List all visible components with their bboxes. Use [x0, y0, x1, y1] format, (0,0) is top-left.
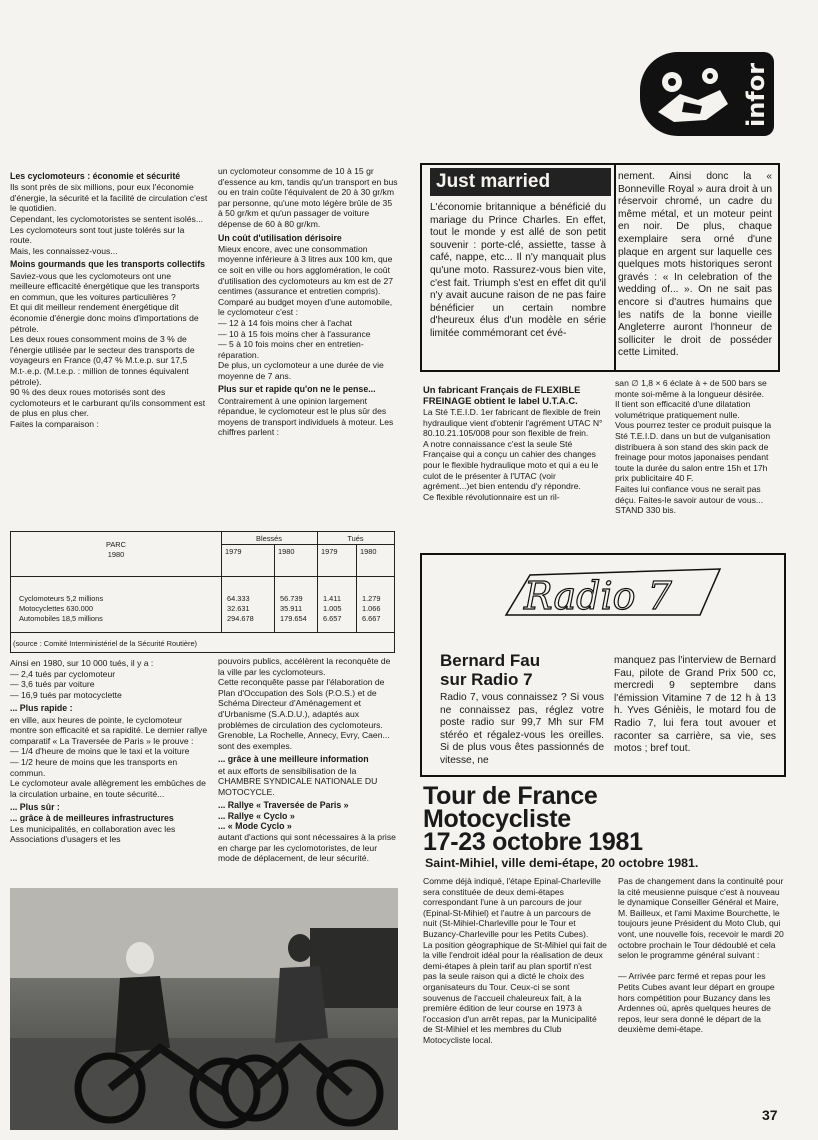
section-heading: ... Plus sûr : ... grâce à de meilleures infrastructures	[10, 802, 174, 823]
paragraph: Mieux encore, avec une consommation moyenne inférieure à 3 litres aux 100 km, que ce soit en ville ou hors agglomération, le coût d'utilisation des cyclomoteurs au km est de 27 centimes (assurance et entretien compris). Comparé au budget moyen d'une automobile, le cyclomoteur c'est : — 12 à 14 fois moins cher à l'achat — 10 à 15 fois moins cher à l'assurance — 5 à 10 fois moins cher en entretien-réparation. De plus, un cyclomoteur a une durée de vie moyenne de 7 ans.	[218, 243, 394, 381]
table-year: 1980	[278, 547, 295, 556]
table-header-parc: PARC	[106, 540, 126, 549]
just-married-text-2: nement. Ainsi donc la « Bonneville Royal » aura droit à un réservoir chromé, un cadre du même métal, et un moteur peint en noir. De plus, chaque exemplaire sera orné d'une plaque en argent sur laquelle ces quelques mots historiques seront gravés : « In celebration of the wedding of... ». On ne sait pas encore si d'autres humains que les natifs de la bonne vieille Angleterre auront l'honneur de solliciter le droit de posséder cette Limited.	[618, 171, 772, 359]
table-row-label: Automobiles 18,5 millions	[19, 614, 103, 623]
article-headline: Les cyclomoteurs : économie et sécurité	[10, 171, 181, 181]
table-cell: 1.005	[323, 604, 342, 613]
paragraph: Contrairement à une opinion largement répandue, le cyclomoteur est le plus sûr des moyens de transport individuels à moteur. Les chiffres parlent :	[218, 395, 394, 438]
section-heading: Plus sur et rapide qu'on ne le pense...	[218, 384, 376, 395]
paragraph: un cyclomoteur consomme de 10 à 15 gr d'essence au km, tandis qu'un transport en bus ou en train coûte l'équivalent de 20 à 30 gr/km par personne, qu'une moto légère brûle de 35 à 50 gr/km et qu'un passager de voiture dépense de 60 à 80 gr/km.	[218, 166, 398, 229]
table-year: 1979	[225, 547, 242, 556]
radio7-logo-text: Radio 7	[524, 574, 672, 618]
radio7-text-2: manquez pas l'interview de Bernard Fau, pilote de Grand Prix 500 cc, mercredi 9 septembre dans l'émission Vitamine 7 de 12 h à 13 h. Yves Génièis, le motard fou de Radio 7, lui fera tout avouer et raconter sa carrière, sa vie, ses motos ; bref tout.	[614, 655, 776, 755]
table-cell: 1.279	[362, 594, 381, 603]
table-year: 1979	[321, 547, 338, 556]
table-cell: 1.411	[323, 594, 341, 603]
paragraph: Saviez-vous que les cyclomoteurs ont une meilleure efficacité énergétique que les transports en commun, que les voitures particulières ? Et qui dit meilleur rendement énergétique dit économie d'énergie donc moins d'importations de pétrole. Les deux roues consomment moins de 3 % de l'énergie utilisée par le secteur des transports de voyageurs en France (0,47 % M.t.e.p. sur 17,5 M.t-.e.p. (M.t.e.p. : million de tonnes équivalent pétrole). 90 % des deux roues motorisés sont des cyclomoteurs et le carburant qu'ils consomment est de plus en plus cher. Faites la comparaison :	[10, 270, 206, 429]
paragraph: La Sté T.E.I.D. 1er fabricant de flexible de frein hydraulique vient d'obtenir l'agrément UTAC N° 80.10.21.105/008 pour son flexible de frein. A notre connaissance c'est la seule Sté Française qui a conçu un cahier des changes pour le flexible hydraulique moto et qui a eu le culot de le présenter à l'UTAC (voir agrément...)et bien entendu d'y répondre. Ce flexible révolutionnaire est un ril-	[423, 407, 603, 502]
just-married-box	[420, 163, 616, 372]
paragraph: pouvoirs publics, accélèrent la reconquête de la ville par les cyclomoteurs. Cette reconquête passe par l'élaboration de Plan d'Occupation des Sols (P.O.S.) et de Schéma Directeur d'Aménagement et d'Urbanisme (S.A.D.U.), adaptés aux problèmes de circulation des cyclomoteurs. Grenoble, La Rochelle, Annecy, Evry, Caen... sont des exemples.	[218, 656, 391, 751]
table-cell: 56.739	[280, 594, 303, 603]
tour-de-france-title: Tour de France Motocycliste 17-23 octobre 1981	[423, 782, 643, 856]
tour-de-france-subtitle: Saint-Mihiel, ville demi-étape, 20 octobre 1981.	[425, 856, 699, 870]
table-source: (source : Comité Interministériel de la Sécurité Routière)	[13, 639, 198, 648]
article-freinage-col2	[615, 378, 783, 546]
table-row-label: Motocyclettes 630.000	[19, 604, 93, 613]
table-year: 1980	[360, 547, 377, 556]
paragraph: Ils sont près de six millions, pour eux l'économie d'énergie, la sécurité et la facilité de circulation c'est le quotidien. Cependant, les cyclomotoristes se sentent isolés... Les cyclomoteurs sont tout juste tolérés sur la route. Mais, les connaissez-vous...	[10, 182, 208, 256]
moped-riders-photo	[10, 888, 398, 1130]
article-cyclomoteurs-col2	[218, 166, 398, 526]
section-heading: ... Rallye « Traversée de Paris » ... Rallye « Cyclo » ... « Mode Cyclo »	[218, 800, 349, 831]
table-cell: 294.678	[227, 614, 254, 623]
paragraph: et aux efforts de sensibilisation de la CHAMBRE SYNDICALE NATIONALE DU MOTOCYCLE.	[218, 765, 378, 797]
photo-illustration	[10, 888, 398, 1130]
section-heading: ... Plus rapide :	[10, 703, 73, 714]
paragraph: Ainsi en 1980, sur 10 000 tués, il y a : — 2,4 tués par cyclomoteur — 3,6 tués par voiture — 16,9 tués par motocyclette	[10, 658, 154, 700]
radio7-box	[420, 553, 786, 777]
table-cell: 64.333	[227, 594, 250, 603]
article-tdf-col2	[618, 876, 786, 1104]
table-row-label: Cyclomoteurs 5,2 millions	[19, 594, 104, 603]
paragraph: san ∅ 1,8 × 6 éclate à + de 500 bars se monte soi-même à la longueur désirée. Il tient son efficacité d'une dilatation volumétrique pratiquement nulle. Vous pourrez tester ce produit puisque la Sté T.E.I.D. dans un but de vulganisation distribuera à son stand des skin pack de freinage pour motos japonaises pendant toute la durée du salon entre 15h et 17h prix publicitaire 40 F. Faites lui confiance vous ne serait pas déçu. Faites-le savoir autour de vous... STAND 330 bis.	[615, 378, 772, 516]
just-married-box-cont	[612, 163, 780, 372]
paragraph: en ville, aux heures de pointe, le cyclomoteur montre son efficacité et sa rapidité. Le dernier rallye comparatif « La Traversée de Paris » le prouve : — 1/4 d'heure de moins que le taxi et la voiture — 1/2 heure de moins que les transports en commun. Le cyclomoteur avale allègrement les embûches de la circulation urbaine, en toute sécurité...	[10, 714, 208, 799]
table-cell: 179.654	[280, 614, 307, 623]
table-header-parc-year: 1980	[107, 550, 125, 559]
table-cell: 6.657	[323, 614, 342, 623]
just-married-text-1: L'économie britannique a bénéficié du mariage du Prince Charles. En effet, tout le monde y est allé de son petit souvenir : porte-clé, assiette, tasse à café, nappe, etc... Il n'y manquait plus qu'une moto. Rassurez-vous bien vite, c'est fait. Triumph s'est en effet dit qu'il n'y avait aucune raison de ne pas faire bénéficier un certain nombre d'heureux élus d'un modèle en série limitée commémorant cet évé-	[430, 202, 606, 339]
table-cell: 6.667	[362, 614, 381, 623]
radio7-title: Bernard Fau sur Radio 7	[440, 651, 541, 689]
radio7-logo	[500, 563, 730, 625]
paragraph: autant d'actions qui sont nécessaires à la prise en charge par les cyclomotoristes, de leur mode de déplacement, de leur sécurité.	[218, 831, 396, 864]
radio7-text-1: Radio 7, vous connaissez ? Si vous ne connaissez pas, réglez votre poste radio sur 99,7 Mh sur FM stéréo et régalez-vous les oreilles. Si de plus vous êtes passionnés de vitesse, ne	[440, 692, 604, 766]
accident-stats-table	[10, 531, 395, 653]
table-cell: 35.911	[280, 604, 303, 613]
table-header-tues: Tués	[347, 534, 364, 543]
article-cyclomoteurs-col1	[10, 168, 208, 526]
paragraph: Pas de changement dans la continuité pour la cité meusienne puisque c'est à nouveau le dynamique Conseiller Général et Maire, M. Bailleux, et l'ami Maxime Bourchette, le toujours jeune Président du Moto Club, qui vont, une nouvelle fois, recevoir le mardi 20 octobre prochain le Tour dédoublé et cela selon le programme général suivant : — Arrivée parc fermé et repas pour les Petits Cubes avant leur départ en groupe hors compétition pour Buzancy dans les Ardennes où, après quelques heures de repos, leur sera donné le départ de la deuxième demi-étape.	[618, 876, 784, 1035]
logo-word: infor	[742, 62, 770, 128]
section-heading: Un coût d'utilisation dérisoire	[218, 232, 342, 243]
article-tdf-col1	[423, 876, 607, 1104]
just-married-title: Just married	[430, 168, 611, 196]
table-cell: 1.066	[362, 604, 381, 613]
article-headline: Un fabricant Français de FLEXIBLE FREINAGE obtient le label U.T.A.C.	[423, 384, 581, 406]
article-cyclomoteurs-col2b	[218, 656, 398, 882]
table-cell: 32.631	[227, 604, 250, 613]
article-freinage-col1	[423, 381, 607, 546]
paragraph: Les municipalités, en collaboration avec les Associations d'usagers et les	[10, 823, 176, 845]
infor-logo	[640, 52, 774, 136]
motorcycle-emblem-icon	[650, 60, 736, 130]
section-heading: ... grâce à une meilleure information	[218, 754, 369, 765]
article-cyclomoteurs-col1b	[10, 658, 208, 882]
paragraph: Comme déjà indiqué, l'étape Epinal-Charleville sera constituée de deux demi-étapes correspondant l'une à un parcours de jour (Epinal-St-Mihiel) et l'autre à un parcours de nuit (St-Mihiel-Charleville pour le Tour et Buzancy-Charleville pour les Petits Cubes). La position géographique de St-Mihiel qui fait de la ville l'endroit idéal pour la réalisation de deux demi-étapes à plein tarif au plan sportif n'est pas la seule raison qui a dicté le choix des organisateurs du Tour. Ceux-ci se sont souvenus de l'accueil chaleureux fait, à la première édition de leur course en 1973 à l'occasion d'un arrêt repas, par la Municipalité de St-Mihiel et les membres du Club Motocycliste local.	[423, 876, 607, 1045]
section-heading: Moins gourmands que les transports collectifs	[10, 259, 206, 270]
table-header-blesses: Blessés	[256, 534, 282, 543]
page-number: 37	[762, 1107, 778, 1123]
